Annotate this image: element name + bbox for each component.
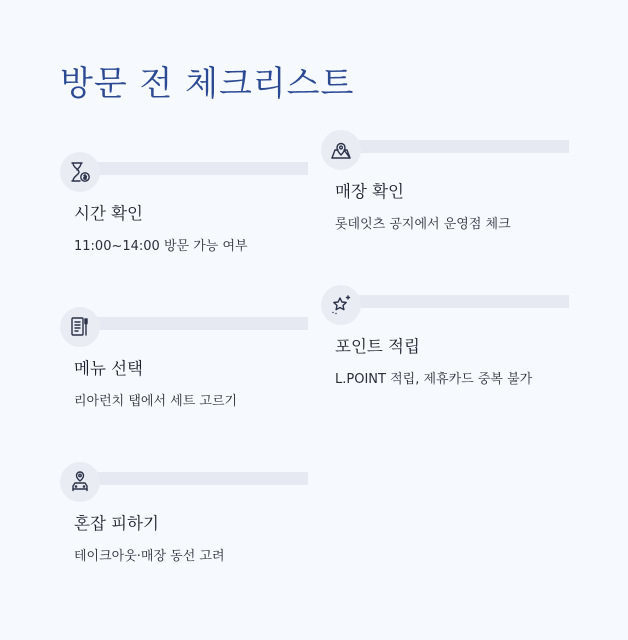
car-location-icon bbox=[68, 470, 92, 494]
item-heading: 매장 확인 bbox=[335, 182, 405, 201]
map-pin-icon bbox=[329, 138, 353, 162]
decorative-bar bbox=[80, 162, 308, 175]
decorative-bar bbox=[341, 295, 569, 308]
icon-badge bbox=[321, 130, 361, 170]
hourglass-coin-icon bbox=[68, 160, 92, 184]
item-heading: 포인트 적립 bbox=[335, 337, 420, 356]
decorative-bar bbox=[341, 140, 569, 153]
item-heading: 메뉴 선택 bbox=[74, 359, 144, 378]
item-description: 롯데잇츠 공지에서 운영점 체크 bbox=[335, 217, 511, 232]
checklist-item-time bbox=[60, 152, 308, 282]
icon-badge bbox=[60, 152, 100, 192]
item-description: 11:00~14:00 방문 가능 여부 bbox=[74, 239, 248, 254]
page-title: 방문 전 체크리스트 bbox=[60, 64, 355, 104]
sparkle-star-icon bbox=[329, 293, 353, 317]
checklist-item-menu bbox=[60, 307, 308, 437]
checklist-item-store bbox=[321, 130, 569, 260]
icon-badge bbox=[60, 462, 100, 502]
checklist-item-points bbox=[321, 285, 569, 415]
decorative-bar bbox=[80, 472, 308, 485]
decorative-bar bbox=[80, 317, 308, 330]
checklist-item-crowd bbox=[60, 462, 308, 592]
menu-card-icon bbox=[68, 315, 92, 339]
item-heading: 혼잡 피하기 bbox=[74, 514, 159, 533]
item-description: L.POINT 적립, 제휴카드 중복 불가 bbox=[335, 372, 533, 387]
icon-badge bbox=[60, 307, 100, 347]
item-heading: 시간 확인 bbox=[74, 204, 144, 223]
icon-badge bbox=[321, 285, 361, 325]
item-description: 리아런치 탭에서 세트 고르기 bbox=[74, 394, 238, 409]
item-description: 테이크아웃·매장 동선 고려 bbox=[74, 549, 225, 564]
